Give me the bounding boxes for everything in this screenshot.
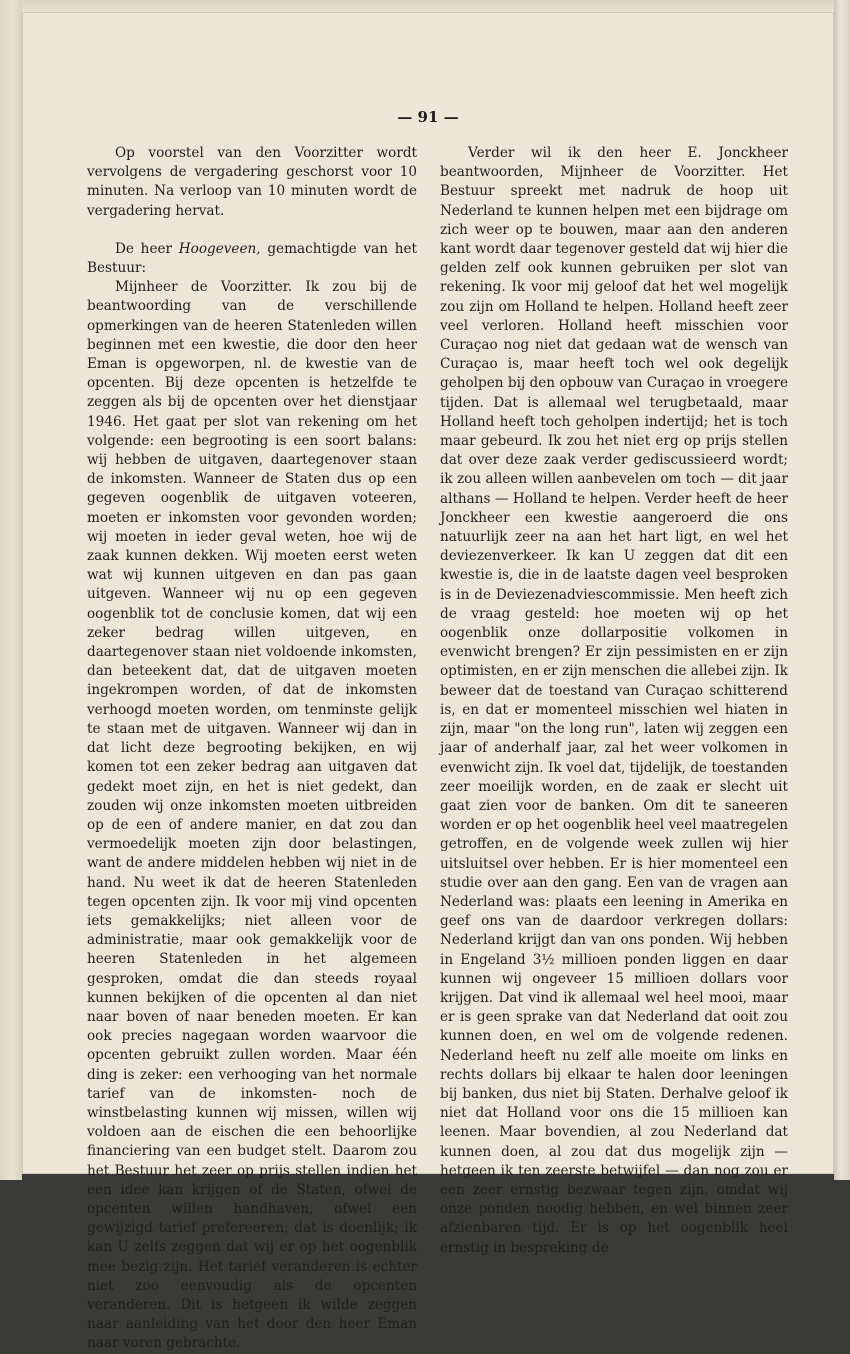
left-paragraph-1: Op voorstel van den Voorzitter wordt vervolgens de vergadering geschorst voor 10 minuten. Na verloop van 10 minuten wordt de vergadering hervat. bbox=[87, 145, 417, 219]
left-column bbox=[87, 144, 417, 1354]
speaker-role: gemachtigde van het Bestuur: bbox=[87, 240, 417, 277]
scan-border-right bbox=[834, 0, 850, 1180]
left-paragraph-2 bbox=[87, 240, 417, 278]
right-column bbox=[440, 144, 788, 1258]
left-paragraph-3: Mijnheer de Voorzitter. Ik zou bij de beantwoording van de verschillende opmerkingen van de heeren Statenleden willen beginnen met een kwestie, die door den heer Eman is opgeworpen, nl. de kwestie van de opcenten. Bij deze opcenten is hetzelfde te zeggen als bij de opcenten over het dienstjaar 1946. Het gaat per slot van rekening om het volgende: een begrooting is een soort balans: wij hebben de uitgaven, daartegenover staan de inkomsten. Wanneer de Staten dus op een gegeven oogenblik de uitgaven voteeren, moeten er inkomsten voor gevonden worden; wij moeten in ieder geval weten, hoe wij de zaak kunnen dekken. Wij moeten eerst weten wat wij kunnen uitgeven en dan pas gaan uitgeven. Wanneer wij nu op een gegeven oogenblik tot de conclusie komen, dat wij een zeker bedrag willen uitgeven, en daartegenover staan niet voldoende inkomsten, dan beteekent dat, dat de uitgaven moeten ingekrompen worden, of dat de inkomsten verhoogd moeten worden, om tenminste gelijk te staan met de uitgaven. Wanneer wij dan in dat licht deze begrooting bekijken, en wij komen tot een zeker bedrag aan uitgaven dat gedekt moet zijn, en het is niet gedekt, dan zouden wij onze inkomsten moeten uitbreiden op de een of andere manier, en dat zou dan vermoedelijk moeten zijn door belastingen, want de andere middelen hebben wij niet in de hand. Nu weet ik dat de heeren Statenleden tegen opcenten zijn. Ik voor mij vind opcenten iets gemakkelijks; niet alleen voor de administratie, maar ook gemakkelijk voor de heeren Statenleden in het algemeen gesproken, omdat die dan steeds royaal kunnen bekijken of die opcenten al dan niet naar boven of naar beneden moeten. Er kan ook precies nagegaan worden waarvoor die opcenten gebruikt zullen worden. Maar één ding is zeker: een verhooging van het normale tarief van de inkomsten- noch de winstbelasting kunnen wij missen, willen wij voldoen aan de eischen die een behoorlijke financiering van een budget stelt. Daarom zou het Bestuur het zeer op prijs stellen indien het een idee kan krijgen of de Staten, ofwel de opcenten willen handhaven, ofwel een gewijzigd tarief prefereeren; dat is doenlijk; ik kan U zelfs zeggen dat wij er op het oogenblik mee bezig zijn. Het tarief veranderen is echter niet zoo eenvoudig als de opcenten veranderen. Dit is hetgeen ik wilde zeggen naar aanleiding van het door den heer Eman naar voren gebrachte. bbox=[87, 279, 417, 1352]
document-page bbox=[22, 12, 834, 1352]
scan-border-top bbox=[0, 0, 850, 12]
scan-border-left bbox=[0, 0, 22, 1180]
speaker-intro: De heer bbox=[115, 240, 179, 257]
speaker-name: Hoogeveen, bbox=[178, 240, 261, 257]
right-paragraph-1: Verder wil ik den heer E. Jonckheer beantwoorden, Mijnheer de Voorzitter. Het Bestuur spreekt met nadruk de hoop uit Nederland te kunnen helpen met een bijdrage om zich weer op te bouwen, maar aan den anderen kant wordt daar tegenover gesteld dat wij hier die gelden zelf ook kunnen gebruiken per slot van rekening. Ik voor mij geloof dat het wel mogelijk zou zijn om Holland te helpen. Holland heeft zeer veel verloren. Holland heeft misschien voor Curaçao nog niet dat gedaan wat de wensch van Curaçao is, maar heeft toch wel ook degelijk geholpen bij den opbouw van Curaçao in vroegere tijden. Dat is allemaal wel terugbetaald, maar Holland heeft toch geholpen indertijd; het is toch maar gebeurd. Ik zou het niet erg op prijs stellen dat over deze zaak verder gediscussieerd wordt; ik zou alleen willen aanbevelen om toch — dit jaar althans — Holland te helpen. Verder heeft de heer Jonckheer een kwestie aangeroerd die ons natuurlijk zeer na aan het hart ligt, en wel het deviezenverkeer. Ik kan U zeggen dat dit een kwestie is, die in de laatste dagen veel besproken is in de Deviezenadviescommissie. Men heeft zich de vraag gesteld: hoe moeten wij op het oogenblik onze dollarpositie volkomen in evenwicht brengen? Er zijn pessimisten en er zijn optimisten, en er zijn menschen die allebei zijn. Ik beweer dat de toestand van Curaçao schitterend is, en dat er momenteel misschien wel hiaten in zijn, maar "on the long run", laten wij zeggen een jaar of anderhalf jaar, zal het weer volkomen in evenwicht zijn. Ik voel dat, tijdelijk, de toestanden zeer moeilijk worden, en de zaak er slecht uit gaat zien voor de banken. Om dit te saneeren worden er op het oogenblik heel veel maatregelen getroffen, en de volgende week zullen wij hier uitsluitsel over hebben. Er is hier momenteel een studie over aan den gang. Een van de vragen aan Nederland was: plaats een leening in Amerika en geef ons van de daardoor verkregen dollars: Nederland krijgt dan van ons ponden. Wij hebben in Engeland 3½ millioen ponden liggen en daar kunnen wij ongeveer 15 millioen dollars voor krijgen. Dat vind ik allemaal wel heel mooi, maar er is geen sprake van dat Nederland dat ooit zou kunnen doen, en wel om de volgende redenen. Nederland heeft nu zelf alle moeite om links en rechts dollars bij elkaar te halen door leeningen bij banken, dus niet bij Staten. Derhalve geloof ik niet dat Holland voor ons die 15 millioen kan leenen. Maar bovendien, al zou Nederland dat kunnen doen, al zou dat dus mogelijk zijn — hetgeen ik ten zeerste betwijfel — dan nog zou er een zeer ernstig bezwaar tegen zijn, omdat wij onze ponden noodig hebben, en wel binnen zeer afzienbaren tijd. Er is op het oogenblik heel ernstig in bespreking de bbox=[440, 145, 788, 1256]
page-number: — 91 — bbox=[397, 108, 459, 126]
